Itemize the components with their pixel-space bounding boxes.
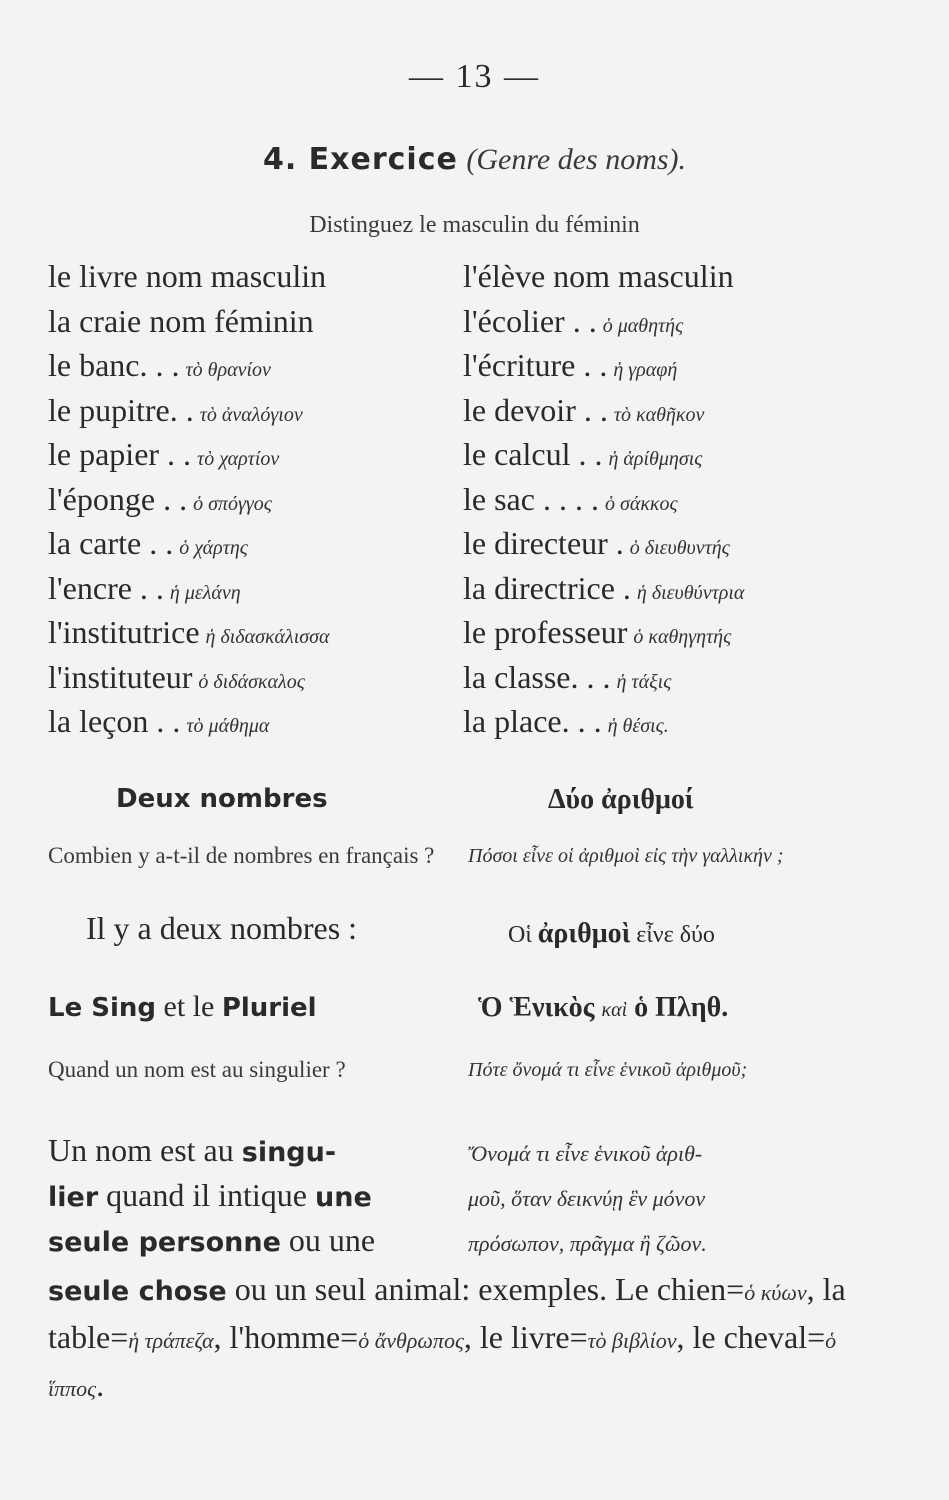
greek-run: ὁ ἵππος	[48, 1328, 837, 1401]
vocab-row	[48, 614, 878, 659]
vocab-gr: ὁ χάρτης	[179, 537, 248, 559]
exercise-subtitle: (Genre des noms).	[466, 143, 687, 176]
text-run: .	[96, 1367, 105, 1403]
vocab-right	[463, 659, 878, 696]
vocab-left	[48, 525, 463, 562]
vocab-left	[48, 614, 463, 651]
vocab-fr: le directeur .	[463, 525, 624, 561]
vocab-gr: ἡ τάξις	[616, 670, 672, 693]
question-gr: Πότε ὄνομά τι εἶνε ἑνικοῦ ἀριθμοῦ;	[468, 1059, 748, 1081]
vocab-gr: ὁ μαθητής	[602, 314, 684, 337]
vocab-gr: ἡ θέσις.	[607, 715, 669, 737]
explanation-gr: μοῦ, ὅταν δεικνύῃ ἓν μόνον	[468, 1186, 706, 1211]
vocab-gr: τὸ θρανίον	[185, 359, 271, 381]
vocab-fr: l'écolier . .	[463, 302, 597, 339]
heading-pluriel: Pluriel	[221, 993, 317, 1023]
vocab-right	[463, 525, 878, 562]
heading-sing: Le Sing	[48, 993, 157, 1023]
vocab-fr: l'institutrice	[48, 614, 200, 650]
heading-kai: καὶ	[601, 999, 628, 1021]
vocab-row	[48, 481, 878, 526]
vocab-row	[48, 570, 878, 615]
vocab-left	[48, 659, 463, 696]
vocab-left	[48, 258, 463, 295]
question-fr: Combien y a-t-il de nombres en français ?	[48, 843, 435, 868]
vocab-row	[48, 392, 878, 437]
text-run: ou un seul animal: exemples. Le chien=	[226, 1271, 745, 1307]
explanation-row	[48, 1222, 868, 1267]
explanation-fr	[48, 1177, 468, 1214]
vocab-fr: l'éponge . .	[48, 480, 188, 517]
vocab-fr: la carte . .	[48, 525, 174, 561]
answer-gr-post: εἶνε δύο	[636, 922, 715, 948]
vocab-fr: la place. . .	[463, 703, 602, 739]
text-run: , l'homme=	[213, 1319, 359, 1355]
bold-run: seule personne	[48, 1227, 281, 1258]
vocab-right	[463, 481, 878, 518]
bilingual-explanation	[48, 1132, 868, 1267]
vocab-right	[463, 614, 878, 651]
vocab-row	[48, 703, 878, 748]
vocab-row	[48, 347, 878, 392]
answer-fr: Il y a deux nombres :	[86, 910, 358, 946]
vocab-fr: le livre nom masculin	[48, 258, 327, 294]
vocab-left	[48, 570, 463, 607]
explanation-row	[48, 1132, 868, 1177]
heading-enikos: Ὁ Ἑνικὸς	[478, 992, 595, 1023]
greek-run: ὁ ἄνθρωπος	[358, 1328, 464, 1353]
question-fr: Quand un nom est au singulier ?	[48, 1057, 346, 1082]
vocab-fr: la leçon . .	[48, 703, 181, 739]
vocab-left	[48, 347, 463, 384]
heading-gr: Δύο ἀριθμοί	[548, 784, 694, 815]
greek-run: τὸ βιβλίον	[587, 1328, 677, 1353]
vocab-gr: ἡ μελάνη	[169, 581, 241, 604]
vocab-right	[463, 347, 878, 384]
heading-plith: ὁ Πληθ.	[634, 992, 729, 1023]
vocab-fr: la directrice .	[463, 569, 631, 606]
vocab-gr: ὁ σπόγγος	[193, 492, 272, 515]
vocab-right	[463, 392, 878, 429]
greek-run: ἡ τράπεζα	[128, 1328, 214, 1353]
vocab-left	[48, 703, 463, 740]
explanation-fr	[48, 1222, 468, 1259]
vocab-row	[48, 525, 878, 570]
vocab-fr: l'élève nom masculin	[463, 258, 734, 294]
vocab-fr: le pupitre. .	[48, 391, 194, 428]
vocab-fr: le banc. . .	[48, 347, 180, 383]
vocabulary-list	[48, 258, 878, 748]
text-run: ou une	[280, 1222, 376, 1258]
vocab-gr: ἡ γραφή	[613, 359, 678, 381]
examples-paragraph	[48, 1267, 868, 1411]
vocab-fr: le devoir . .	[463, 391, 608, 428]
vocab-right	[463, 703, 878, 740]
answer-gr	[508, 918, 715, 950]
vocab-row	[48, 436, 878, 481]
vocab-left	[48, 303, 463, 340]
vocab-left	[48, 481, 463, 518]
section-sing-pluriel-heading	[48, 990, 317, 1024]
vocab-fr: le sac . . . .	[463, 480, 599, 517]
explanation-fr	[48, 1132, 468, 1169]
vocab-gr: ὁ καθηγητής	[633, 626, 732, 648]
vocab-row	[48, 258, 878, 303]
vocab-gr: ὁ διευθυντής	[629, 537, 730, 559]
explanation-gr: Ὄνομά τι εἶνε ἑνικοῦ ἀριθ-	[468, 1141, 703, 1166]
vocab-fr: le professeur	[463, 614, 628, 650]
heading-et-le: et le	[163, 990, 215, 1023]
vocab-gr: τὸ ἀναλόγιον	[199, 403, 303, 426]
text-run: , le livre=	[463, 1319, 588, 1355]
text-run: , la table=	[48, 1271, 846, 1355]
explanation-gr: πρόσωπον, πρᾶγμα ἢ ζῶον.	[468, 1231, 707, 1256]
answer-gr-pre: Οἱ	[508, 922, 532, 948]
vocab-fr: l'écriture . .	[463, 347, 608, 383]
heading-fr: Deux nombres	[116, 784, 328, 814]
vocab-gr: ὁ διδάσκαλος	[198, 670, 305, 693]
vocab-gr: ἡ ἀρίθμησις	[608, 448, 703, 470]
page-number: — 13 —	[409, 58, 540, 95]
vocab-gr: ἡ διδασκάλισσα	[205, 626, 330, 648]
bold-run: seule chose	[48, 1276, 227, 1307]
question-gr: Πόσοι εἶνε οἱ ἀριθμοὶ εἰς τὴν γαλλικήν ;	[468, 845, 784, 867]
bold-run: une	[315, 1182, 372, 1213]
exercise-instruction: Distinguez le masculin du féminin	[309, 212, 640, 238]
text-run: Un nom est au	[48, 1132, 242, 1168]
vocab-right	[463, 570, 878, 607]
section-enikos-heading	[478, 992, 728, 1024]
text-run: quand il intique	[98, 1177, 315, 1213]
vocab-gr: τὸ καθῆκον	[613, 403, 705, 426]
vocab-right	[463, 258, 878, 295]
greek-run: ὁ κύων	[744, 1280, 807, 1305]
bold-run: singu-	[241, 1137, 337, 1168]
answer-gr-bold: ἀριθμοὶ	[537, 918, 631, 949]
vocab-fr: le calcul . .	[463, 436, 603, 472]
exercise-number: 4. Exercice	[262, 142, 458, 177]
exercise-title	[0, 140, 949, 178]
vocab-gr: τὸ μάθημα	[186, 715, 270, 737]
vocab-gr: τὸ χαρτίον	[197, 448, 280, 470]
vocab-left	[48, 392, 463, 429]
text-run: , le cheval=	[676, 1319, 826, 1355]
vocab-right	[463, 303, 878, 340]
vocab-gr: ὁ σάκκος	[604, 492, 678, 515]
vocab-gr: ἡ διευθύντρια	[636, 581, 745, 604]
vocab-right	[463, 436, 878, 473]
explanation-row	[48, 1177, 868, 1222]
vocab-row	[48, 659, 878, 704]
vocab-fr: la craie nom féminin	[48, 302, 314, 339]
vocab-fr: le papier . .	[48, 436, 192, 472]
vocab-left	[48, 436, 463, 473]
bold-run: lier	[48, 1182, 99, 1213]
vocab-fr: l'encre . .	[48, 569, 164, 606]
vocab-fr: la classe. . .	[463, 658, 611, 695]
vocab-fr: l'instituteur	[48, 658, 193, 695]
vocab-row	[48, 303, 878, 348]
